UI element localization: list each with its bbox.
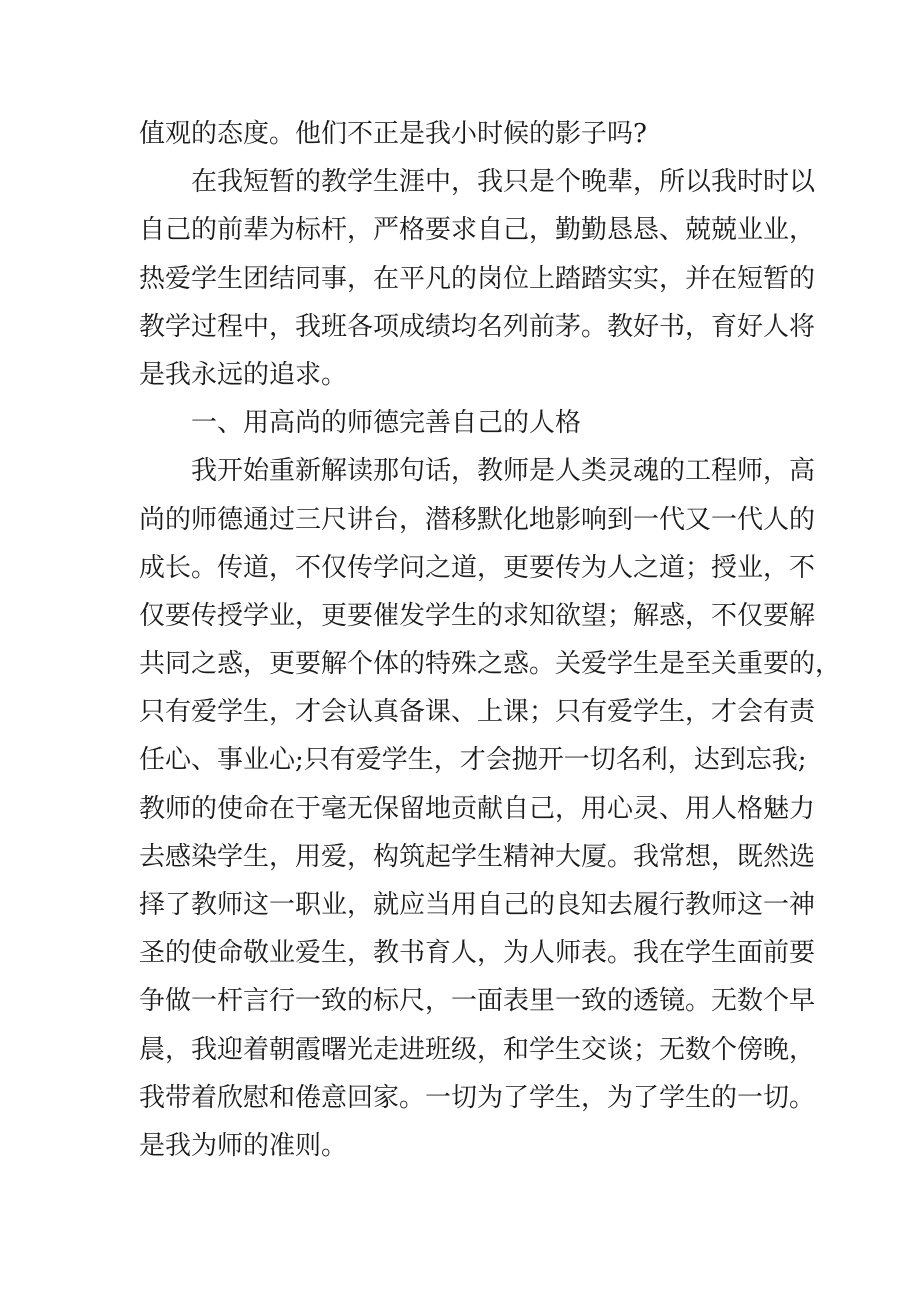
section-heading: 一、用高尚的师德完善自己的人格 xyxy=(191,408,582,439)
text-line: 是我为师的准则。 xyxy=(139,1130,348,1161)
text-line: 自己的前辈为标杆，严格要求自己，勤勤恳恳、兢兢业业， xyxy=(139,215,816,246)
text-line: 教学过程中，我班各项成绩均名列前茅。教好书，育好人将 xyxy=(139,311,816,342)
text-line: 晨，我迎着朝霞曙光走进班级，和学生交谈；无数个傍晚， xyxy=(139,1034,816,1065)
text-line: 共同之惑，更要解个体的特殊之惑。关爱学生是至关重要的， xyxy=(139,649,842,680)
text-line: 热爱学生团结同事，在平凡的岗位上踏踏实实，并在短暂的 xyxy=(139,263,816,294)
paragraph-line: 我开始重新解读那句话，教师是人类灵魂的工程师，高 xyxy=(191,456,816,487)
text-line: 只有爱学生，才会认真备课、上课；只有爱学生，才会有责 xyxy=(139,697,816,728)
text-line: 教师的使命在于毫无保留地贡献自己，用心灵、用人格魅力 xyxy=(139,793,816,824)
text-line: 圣的使命敬业爱生，教书育人，为人师表。我在学生面前要 xyxy=(139,938,816,969)
text-line: 争做一杆言行一致的标尺，一面表里一致的透镜。无数个早 xyxy=(139,986,816,1017)
text-line: 去感染学生，用爱，构筑起学生精神大厦。我常想，既然选 xyxy=(139,841,816,872)
text-line: 我带着欣慰和倦意回家。一切为了学生，为了学生的一切。 xyxy=(139,1082,816,1113)
text-line: 尚的师德通过三尺讲台，潜移默化地影响到一代又一代人的 xyxy=(139,504,816,535)
text-line: 值观的态度。他们不正是我小时候的影子吗? xyxy=(139,119,647,149)
document-body xyxy=(139,110,842,1170)
text-line: 仅要传授学业，更要催发学生的求知欲望；解惑，不仅要解 xyxy=(139,600,816,631)
paragraph-line: 在我短暂的教学生涯中，我只是个晚辈，所以我时时以 xyxy=(191,167,816,198)
text-line: 任心、事业心;只有爱学生，才会抛开一切名利，达到忘我; xyxy=(139,745,807,776)
text-line: 成长。传道，不仅传学问之道，更要传为人之道；授业，不 xyxy=(139,552,816,583)
text-line: 择了教师这一职业，就应当用自己的良知去履行教师这一神 xyxy=(139,890,816,920)
text-line: 是我永远的追求。 xyxy=(139,359,348,390)
